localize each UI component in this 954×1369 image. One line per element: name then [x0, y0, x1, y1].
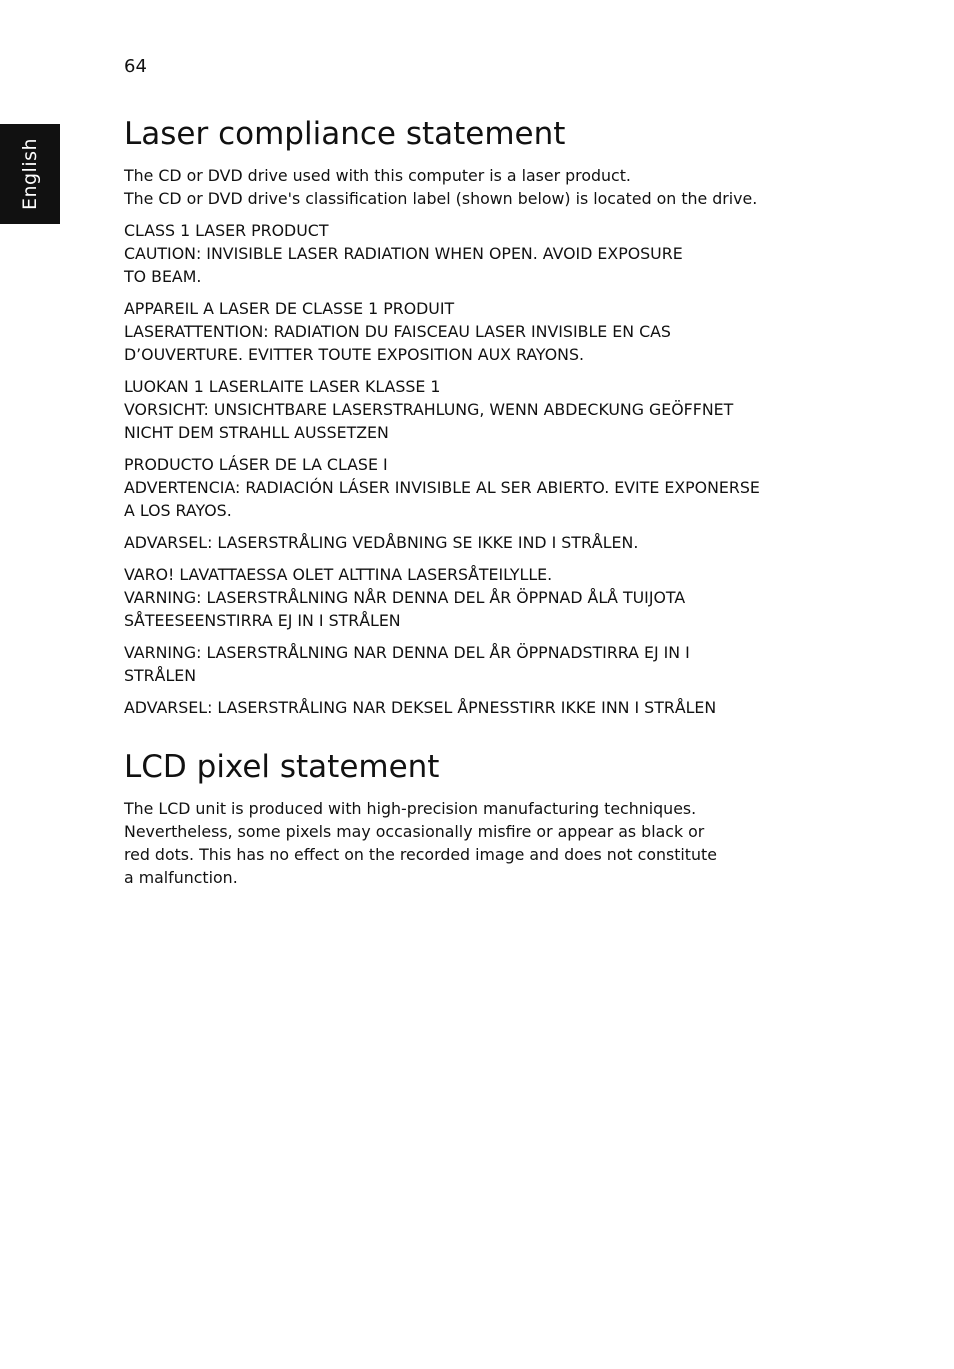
- text-line: a malfunction.: [124, 868, 238, 887]
- text-line: NICHT DEM STRAHLL AUSSETZEN: [124, 423, 389, 442]
- text-line: The CD or DVD drive used with this computer is a laser product.: [124, 166, 631, 185]
- text-line: APPAREIL A LASER DE CLASSE 1 PRODUIT: [124, 299, 455, 318]
- paragraph: [124, 164, 824, 210]
- section-title-lcd-pixel: LCD pixel statement: [124, 749, 440, 785]
- text-line: STRÅLEN: [124, 666, 197, 685]
- page-content: [124, 112, 824, 898]
- text-line: red dots. This has no effect on the recorded image and does not constitute: [124, 845, 717, 864]
- laser-compliance-body: [124, 164, 824, 719]
- paragraph: [124, 696, 824, 719]
- text-line: ADVERTENCIA: RADIACIÓN LÁSER INVISIBLE AL SER ABIERTO. EVITE EXPONERSE: [124, 478, 760, 497]
- text-line: ADVARSEL: LASERSTRÅLING NAR DEKSEL ÅPNESSTIRR IKKE INN I STRÅLEN: [124, 698, 717, 717]
- text-line: A LOS RAYOS.: [124, 501, 232, 520]
- text-line: TO BEAM.: [124, 267, 202, 286]
- paragraph: [124, 563, 824, 632]
- paragraph: [124, 531, 824, 554]
- text-line: VARNING: LASERSTRÅLNING NÅR DENNA DEL ÅR ÖPPNAD ÅLÅ TUIJOTA: [124, 588, 686, 607]
- text-line: VORSICHT: UNSICHTBARE LASERSTRAHLUNG, WENN ABDECKUNG GEÖFFNET: [124, 400, 734, 419]
- text-line: LUOKAN 1 LASERLAITE LASER KLASSE 1: [124, 377, 441, 396]
- paragraph: [124, 219, 824, 288]
- text-line: Nevertheless, some pixels may occasionally misfire or appear as black or: [124, 822, 705, 841]
- page-number: 64: [124, 56, 147, 77]
- text-line: CAUTION: INVISIBLE LASER RADIATION WHEN OPEN. AVOID EXPOSURE: [124, 244, 683, 263]
- paragraph: [124, 797, 824, 889]
- language-tab-label: English: [19, 137, 41, 211]
- paragraph: [124, 453, 824, 522]
- paragraph: [124, 297, 824, 366]
- text-line: The LCD unit is produced with high-precision manufacturing techniques.: [124, 799, 697, 818]
- text-line: PRODUCTO LÁSER DE LA CLASE I: [124, 455, 388, 474]
- text-line: D’OUVERTURE. EVITTER TOUTE EXPOSITION AUX RAYONS.: [124, 345, 584, 364]
- language-tab: [0, 124, 60, 224]
- text-line: ADVARSEL: LASERSTRÅLING VEDÅBNING SE IKKE IND I STRÅLEN.: [124, 533, 639, 552]
- text-line: SÅTEESEENSTIRRA EJ IN I STRÅLEN: [124, 611, 401, 630]
- paragraph: [124, 375, 824, 444]
- paragraph: [124, 641, 824, 687]
- lcd-pixel-body: [124, 797, 824, 889]
- text-line: VARO! LAVATTAESSA OLET ALTTINA LASERSÅTEILYLLE.: [124, 565, 553, 584]
- text-line: The CD or DVD drive's classification label (shown below) is located on the drive.: [124, 189, 758, 208]
- text-line: CLASS 1 LASER PRODUCT: [124, 221, 329, 240]
- text-line: LASERATTENTION: RADIATION DU FAISCEAU LASER INVISIBLE EN CAS: [124, 322, 671, 341]
- text-line: VARNING: LASERSTRÅLNING NAR DENNA DEL ÅR ÖPPNADSTIRRA EJ IN I: [124, 643, 690, 662]
- section-title-laser-compliance: Laser compliance statement: [124, 116, 566, 152]
